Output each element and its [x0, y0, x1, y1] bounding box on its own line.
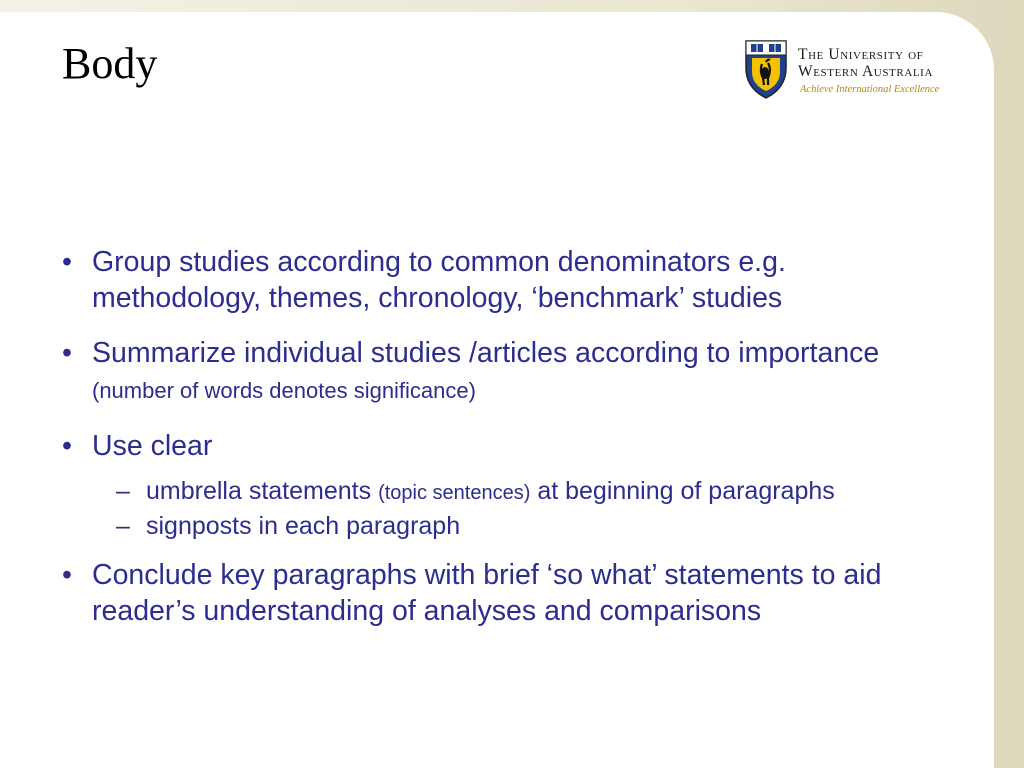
bullet-item — [62, 244, 962, 316]
university-tagline: Achieve International Excellence — [800, 84, 940, 95]
sub-bullet-dash: – — [116, 477, 130, 505]
sub-bullet-dash: – — [116, 512, 130, 540]
bullet-text: Use clear — [92, 430, 213, 462]
sub-bullet-item — [62, 475, 962, 510]
university-logo — [742, 38, 957, 102]
bullet-text: Conclude key paragraphs with brief ‘so what’ statements to aid reader’s understanding of analyses and comparisons — [92, 559, 882, 627]
university-name — [798, 46, 933, 80]
sub-bullet-note: (topic sentences) — [378, 482, 531, 504]
university-name-line1: The University of — [798, 46, 924, 63]
university-crest-icon — [742, 38, 790, 100]
bullet-item — [62, 428, 962, 464]
university-name-line2: Western Australia — [798, 63, 933, 80]
bullet-item — [62, 557, 962, 629]
slide-title: Body — [62, 39, 158, 88]
sub-bullet-text: umbrella statements — [146, 477, 372, 505]
bullet-note: (number of words denotes significance) — [92, 378, 476, 403]
sub-bullet-item — [62, 510, 962, 543]
bullet-mark: • — [62, 246, 72, 278]
bullet-mark: • — [62, 430, 72, 462]
slide-body — [62, 244, 962, 648]
bullet-mark: • — [62, 559, 72, 591]
bullet-text: Summarize individual studies /articles according to importance — [92, 337, 880, 369]
bullet-mark: • — [62, 337, 72, 369]
sub-bullet-text: signposts in each paragraph — [146, 512, 461, 540]
sub-bullet-list — [62, 475, 962, 543]
bullet-item — [62, 335, 962, 409]
bullet-text: Group studies according to common denominators e.g. methodology, themes, chronology, ‘benchmark’ studies — [92, 246, 786, 314]
sub-bullet-text: at beginning of paragraphs — [537, 477, 835, 505]
